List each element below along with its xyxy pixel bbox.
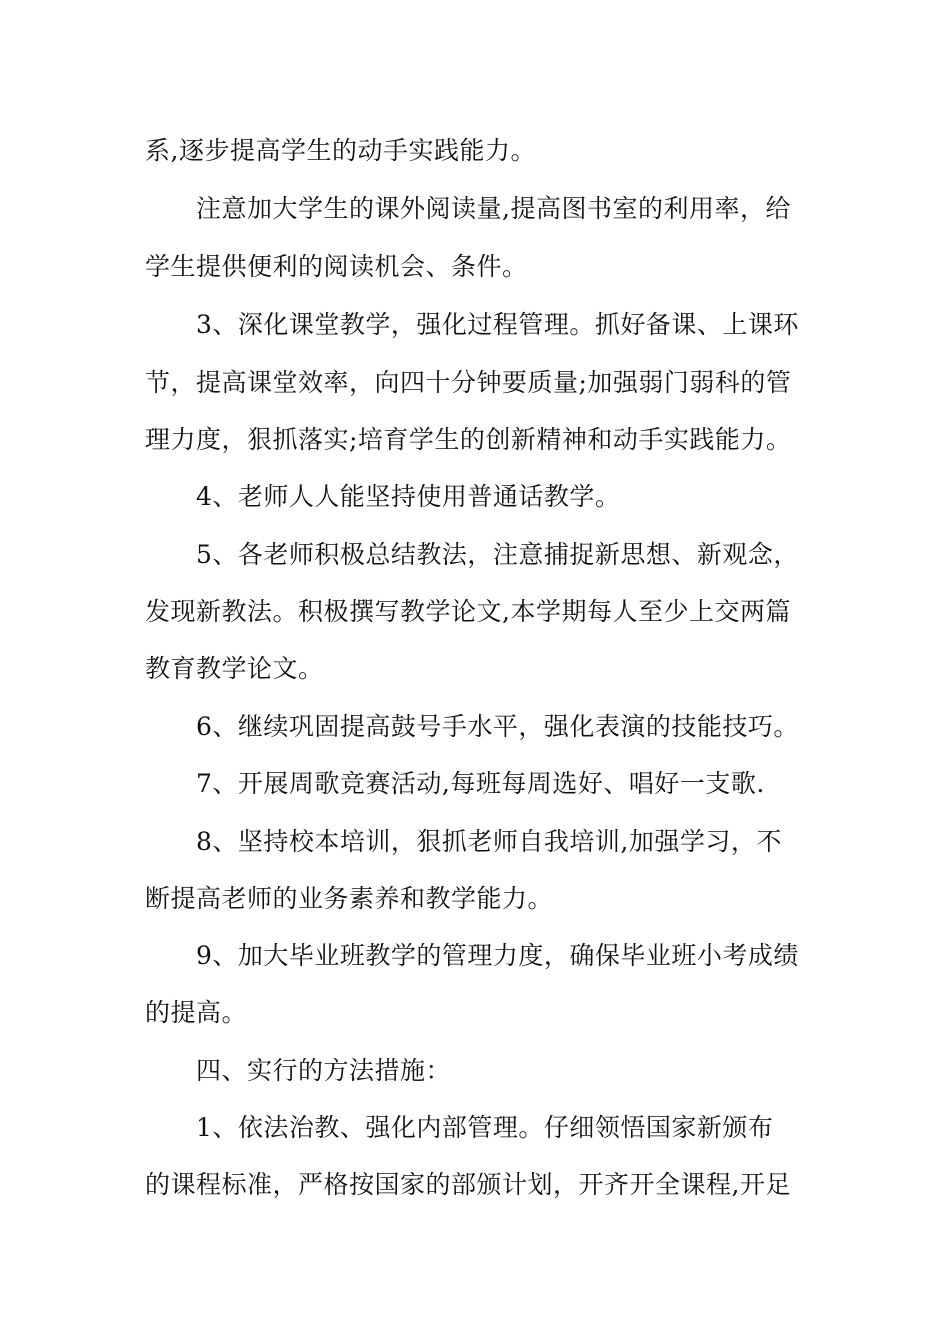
paragraph-start: 6、继续巩固提高鼓号手水平，强化表演的技能技巧。 [196,712,799,741]
paragraph-start: 9、加大毕业班教学的管理力度，确保毕业班小考成绩 [196,941,799,970]
text-line: 学生提供便利的阅读机会、条件。 [145,252,528,281]
text-line: 理力度，狠抓落实;培育学生的创新精神和动手实践能力。 [145,425,792,454]
paragraph-start: 1、依法治教、强化内部管理。仔细领悟国家新颁布 [196,1113,774,1142]
text-line: 系,逐步提高学生的动手实践能力。 [145,136,536,165]
text-line: 教育教学论文。 [145,654,324,683]
paragraph-start: 8、坚持校本培训，狠抓老师自我培训,加强学习，不 [196,827,782,856]
section-heading: 四、实行的方法措施： [196,1056,452,1085]
text-line: 的提高。 [145,998,248,1027]
text-line: 的课程标准，严格按国家的部颁计划，开齐开全课程,开足 [145,1170,791,1199]
text-line: 断提高老师的业务素养和教学能力。 [145,884,554,913]
paragraph-start: 5、各老师积极总结教法，注意捕捉新思想、新观念， [196,540,799,569]
paragraph-start: 7、开展周歌竞赛活动,每班每周选好、唱好一支歌. [196,769,765,798]
paragraph-start: 4、老师人人能坚持使用普通话教学。 [196,482,621,511]
paragraph-start: 3、深化课堂教学，强化过程管理。抓好备课、上课环 [196,310,799,339]
text-line: 发现新教法。积极撰写教学论文,本学期每人至少上交两篇 [145,597,791,626]
text-line: 节，提高课堂效率，向四十分钟要质量;加强弱门弱科的管 [145,368,792,397]
paragraph-start: 注意加大学生的课外阅读量,提高图书室的利用率，给 [196,194,791,223]
